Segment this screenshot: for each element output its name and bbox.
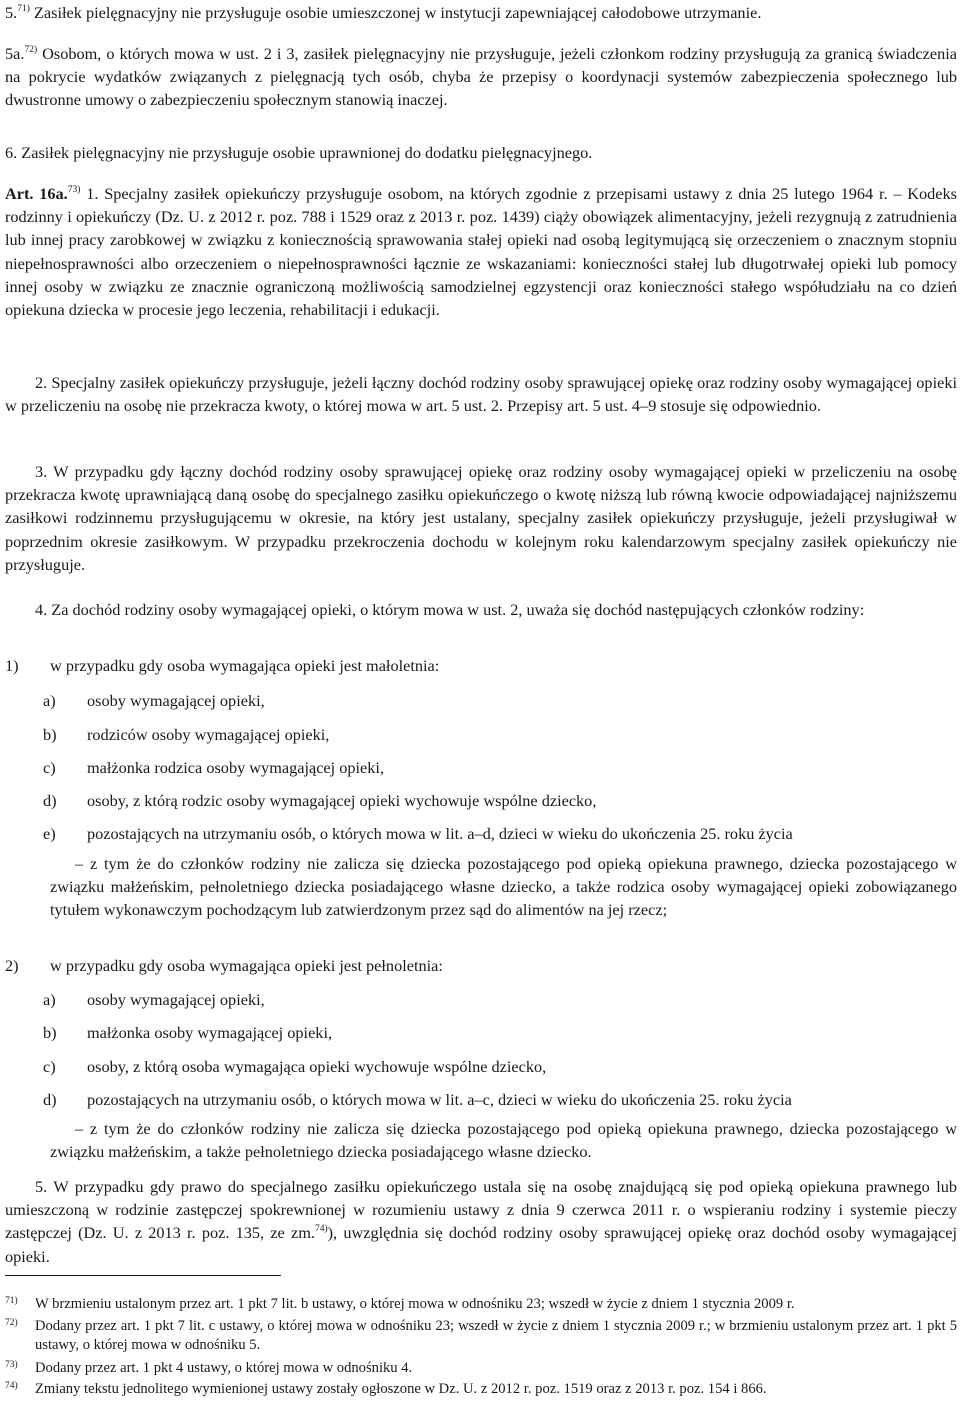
- item-text: rodziców osoby wymagającej opieki,: [87, 725, 330, 744]
- paragraph-5a: [5, 42, 957, 112]
- item-text: pozostających na utrzymaniu osób, o których mowa w lit. a–c, dzieci w wieku do ukończenia 25. roku życia: [87, 1090, 792, 1109]
- footnote-73: [5, 1359, 957, 1379]
- paragraph-5: [5, 1, 957, 24]
- footnote-ref: 71): [17, 4, 30, 14]
- item-letter: b): [43, 725, 57, 744]
- item-letter: d): [43, 1090, 57, 1109]
- footnote-ref: 72): [24, 45, 38, 55]
- footnote-71: [5, 1295, 957, 1315]
- paragraph-ust-5: [5, 1175, 957, 1268]
- point-number: 1): [5, 656, 19, 675]
- footnote-text: Dodany przez art. 1 pkt 7 lit. c ustawy, o której mowa w odnośniku 23; wszedł w życie z dniem 1 stycznia 2009 r.; w brzmieniu ustalonym przez art. 1 pkt 5 ustawy, o której mowa w odnośniku 5.: [35, 1318, 957, 1354]
- item-letter: c): [43, 1057, 56, 1076]
- article-label: Art. 16a.: [5, 184, 68, 203]
- item-letter: c): [43, 758, 56, 777]
- point-number: 2): [5, 956, 19, 975]
- item-letter: d): [43, 791, 57, 810]
- paragraph-ust-3: 3. W przypadku gdy łączny dochód rodziny osoby sprawującej opiekę oraz rodziny osoby wymagającej opieki w przeliczeniu na osobę przekracza kwotę uprawniającą daną osobę do specjalnego zasiłku opiekuńczego o kwotę niższą lub równą kwocie odpowiadającej najniższemu zasiłkowi rodzinnemu przysługującemu w okresie, na który jest ustalany, specjalny zasiłek opiekuńczy przysługuje, jeżeli przysługiwał w poprzednim okresie zasiłkowym. W przypadku przekroczenia dochodu w kolejnym roku kalendarzowym specjalny zasiłek opiekuńczy nie przysługuje.: [5, 462, 957, 574]
- paragraph-text: Osobom, o których mowa w ust. 2 i 3, zasiłek pielęgnacyjny nie przysługuje, jeżeli członkom rodziny przysługują za granicą świadczenia na pokrycie wydatków związanych z pielęgnacją tych osób, chyba że przepisy o koordynacji systemów zabezpieczenia społecznego lub dwustronne umowy o zabezpieczeniu społecznym stanowią inaczej.: [5, 44, 957, 110]
- footnote-number: 74): [5, 1381, 18, 1391]
- paragraph-text: Zasiłek pielęgnacyjny nie przysługuje osobie umieszczonej w instytucji zapewniającej całodobowe utrzymanie.: [29, 3, 762, 22]
- paragraph-text: 5. W przypadku gdy prawo do specjalnego zasiłku opiekuńczego ustala się na osobę znajdującą się pod opieką opiekuna prawnego lub umieszczoną w rodzinie zastępczej spokrewnionej w rozumieniu ustawy z dnia 9 czerwca 2011 r. o wspieraniu rodziny i systemie pieczy zastępczej (Dz. U. z 2013 r. poz. 135, ze zm.: [5, 1177, 957, 1243]
- paragraph-ust-4: 4. Za dochód rodziny osoby wymagającej opieki, o którym mowa w ust. 2, uważa się dochód następujących członków rodziny:: [35, 600, 865, 619]
- paragraph-number: 5a.: [5, 44, 25, 63]
- footnote-74: [5, 1380, 957, 1400]
- article-text: 1. Specjalny zasiłek opiekuńczy przysługuje osobom, na których zgodnie z przepisami ustawy z dnia 25 lutego 1964 r. – Kodeks rodzinny i opiekuńczy (Dz. U. z 2012 r. poz. 788 i 1529 oraz z 2013 r. poz. 1439) ciąży obowiązek alimentacyjny, jeżeli rezygnują z zatrudnienia lub innej pracy zarobkowej w związku z koniecznością sprawowania stałej opieki nad osobą legitymującą się orzeczeniem o znacznym stopniu niepełnosprawności albo orzeczeniem o niepełnosprawności łącznie ze wskazaniami: konieczności stałej lub długotrwałej opieki lub pomocy innej osoby w związku ze znacznie ograniczoną możliwością samodzielnej egzystencji oraz konieczności stałego współudziału na co dzień opiekuna dziecka w procesie jego leczenia, rehabilitacji i edukacji.: [5, 184, 957, 320]
- item-text: pozostających na utrzymaniu osób, o których mowa w lit. a–d, dzieci w wieku do ukończenia 25. roku życia: [87, 824, 793, 843]
- paragraph-ust-2: 2. Specjalny zasiłek opiekuńczy przysługuje, jeżeli łączny dochód rodziny osoby sprawującej opiekę oraz rodziny osoby wymagającej opieki w przeliczeniu na osobę nie przekracza kwoty, o której mowa w art. 5 ust. 2. Przepisy art. 5 ust. 4–9 stosuje się odpowiednio.: [5, 373, 957, 416]
- point-2-tail: [50, 1117, 957, 1163]
- paragraph-text-end: ), uwzględnia się dochód rodziny osoby sprawującej opiekę oraz dochód osoby wymagającej opieki.: [5, 1223, 957, 1266]
- footnote-number: 72): [5, 1318, 18, 1328]
- point-1-tail: [50, 852, 957, 922]
- point-text: w przypadku gdy osoba wymagająca opieki jest małoletnia:: [50, 656, 440, 675]
- item-text: osoby, z którą rodzic osoby wymagającej opieki wychowuje wspólne dziecko,: [87, 791, 597, 810]
- point-text: w przypadku gdy osoba wymagająca opieki jest pełnoletnia:: [50, 956, 443, 975]
- tail-text: – z tym że do członków rodziny nie zalicza się dziecka pozostającego pod opieką opiekuna prawnego, dziecka pozostającego w związku małżeńskim, a także pełnoletniego dziecka posiadającego własne dziecko.: [50, 1119, 957, 1162]
- footnote-ref: 74): [314, 1224, 328, 1235]
- paragraph-number: 5.: [5, 3, 18, 22]
- footnote-ref: 73): [67, 185, 81, 195]
- item-text: osoby wymagającej opieki,: [87, 990, 265, 1009]
- footnote-text: W brzmieniu ustalonym przez art. 1 pkt 7 lit. b ustawy, o której mowa w odnośniku 23; wszedł w życie z dniem 1 stycznia 2009 r.: [35, 1296, 795, 1312]
- item-text: osoby, z którą osoba wymagająca opieki wychowuje wspólne dziecko,: [87, 1057, 547, 1076]
- item-text: małżonka rodzica osoby wymagającej opieki,: [87, 758, 385, 777]
- item-letter: b): [43, 1023, 57, 1042]
- item-text: osoby wymagającej opieki,: [87, 691, 265, 710]
- item-letter: a): [43, 691, 56, 710]
- footnote-number: 73): [5, 1360, 18, 1370]
- item-letter: e): [43, 824, 56, 843]
- paragraph-6: 6. Zasiłek pielęgnacyjny nie przysługuje osobie uprawnionej do dodatku pielęgnacyjnego.: [5, 143, 593, 162]
- article-16a: [5, 182, 957, 321]
- item-letter: a): [43, 990, 56, 1009]
- footnote-divider: [5, 1275, 281, 1276]
- item-text: małżonka osoby wymagającej opieki,: [87, 1023, 333, 1042]
- footnote-text: Zmiany tekstu jednolitego wymienionej ustawy zostały ogłoszone w Dz. U. z 2012 r. poz. 1519 oraz z 2013 r. poz. 154 i 866.: [35, 1381, 767, 1397]
- footnote-number: 71): [5, 1296, 18, 1306]
- tail-text: – z tym że do członków rodziny nie zalicza się dziecka pozostającego pod opieką opiekuna prawnego, dziecka pozostającego w związku małżeńskim, pełnoletniego dziecka posiadającego własne dziecko, a także rodzica osoby wymagającej opieki zobowiązanego tytułem wykonawczym pochodzącym lub zatwierdzonym przez sąd do alimentów na jej rzecz;: [50, 854, 957, 920]
- footnote-text: Dodany przez art. 1 pkt 4 ustawy, o której mowa w odnośniku 4.: [35, 1360, 413, 1376]
- footnote-72: [5, 1317, 957, 1357]
